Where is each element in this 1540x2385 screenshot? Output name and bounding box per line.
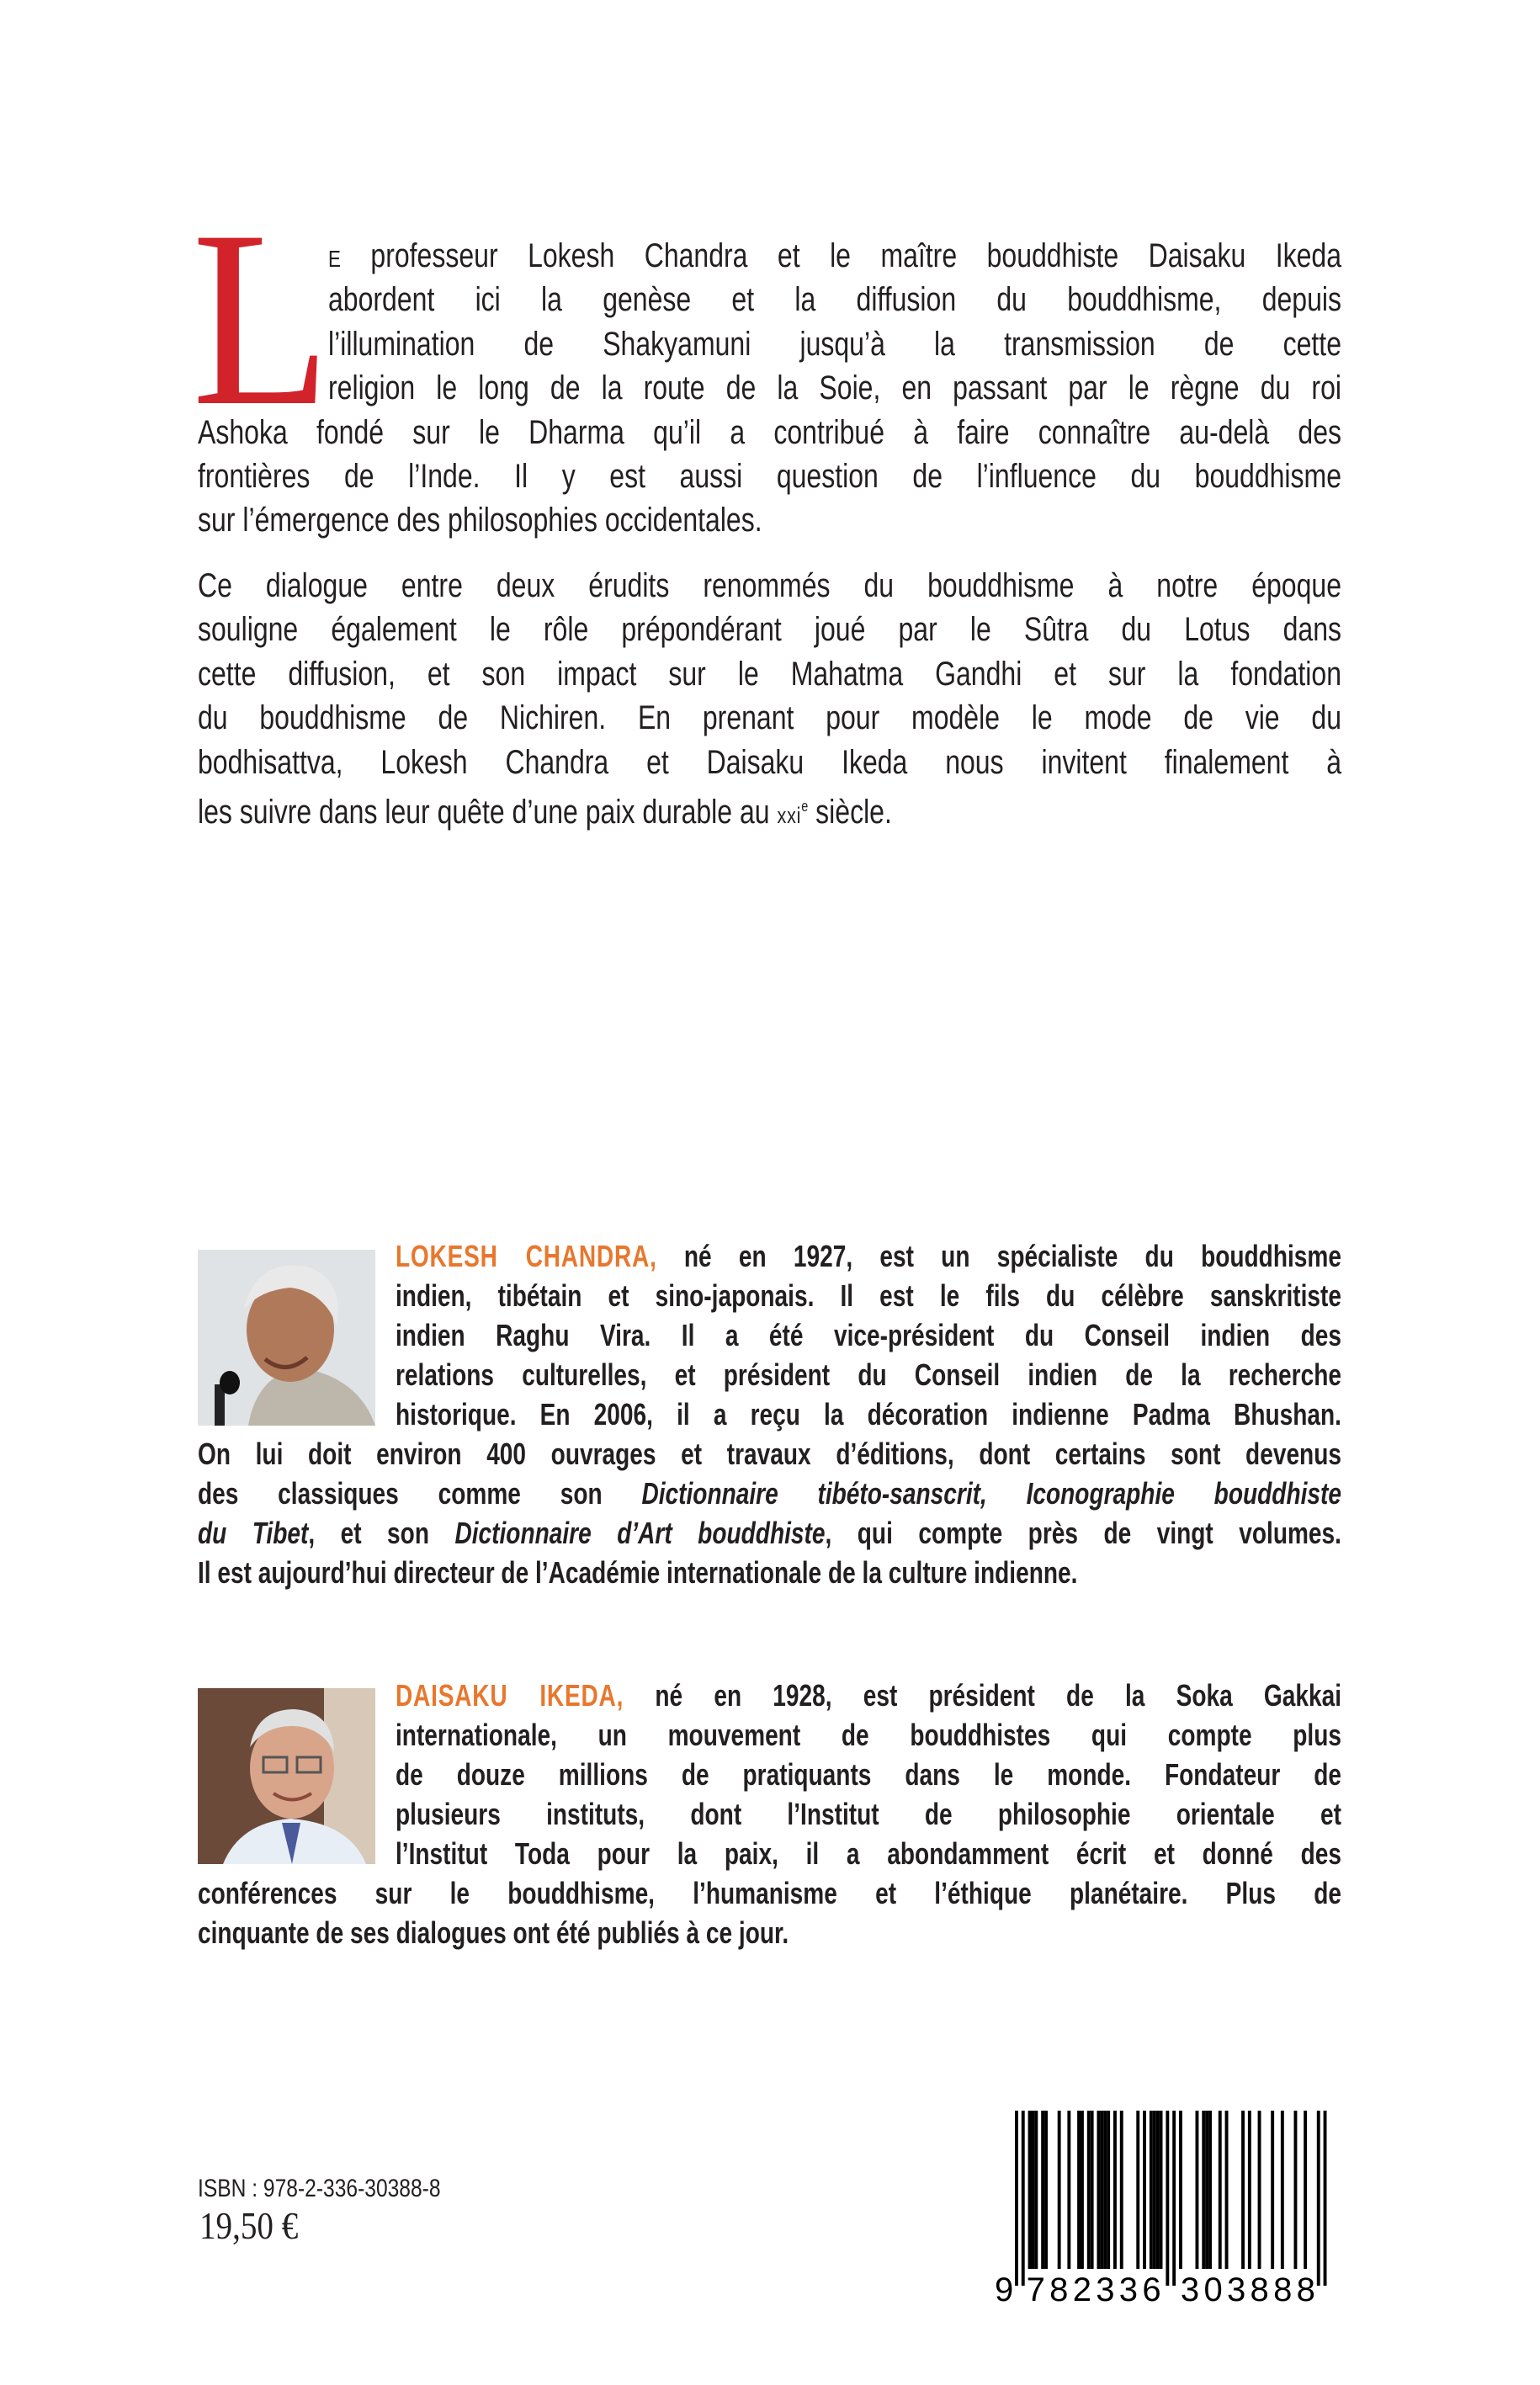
text-line [198,696,1341,740]
barcode-bar [1196,2111,1199,2269]
text-span: , et son [308,1516,455,1550]
text-line [198,1513,1341,1553]
text-span: du bouddhisme de Nichiren. En prenant pour modèle le mode de vie du [198,699,1341,737]
century-small-caps: xxi [777,802,802,828]
barcode-bar [1241,2111,1245,2269]
barcode-digits: 9 [995,2271,1014,2304]
text-line [198,1474,1341,1513]
barcode-bar [1172,2111,1176,2286]
text-span: de douze millions de pratiquants dans le monde. Fondateur de [396,1757,1341,1792]
barcode-digits: 303888 [1180,2271,1315,2304]
text-span: professeur Lokesh Chandra et le maître bouddhiste Daisaku Ikeda [340,237,1342,274]
barcode-bar [1136,2111,1139,2269]
barcode-bar [1143,2111,1146,2269]
text-span: religion le long de la route de la Soie, en passant par le règne du roi [328,369,1341,407]
barcode-bar [1202,2111,1205,2269]
text-line [198,741,1341,784]
author-photo-daisaku-ikeda [198,1688,375,1864]
barcode-bar [1091,2111,1094,2269]
text-line [396,1676,1341,1715]
barcode-bar [1324,2111,1327,2286]
text-line [198,498,1341,542]
text-span: souligne également le rôle prépondérant joué par le Sûtra du Lotus dans [198,611,1341,649]
barcode-bar [1166,2111,1169,2286]
text-span: Il est aujourd’hui directeur de l’Académie internationale de la culture indienne. [198,1555,1078,1590]
barcode-bar [1041,2111,1044,2269]
barcode-bar [1179,2111,1182,2269]
text-span: frontières de l’Inde. Il y est aussi question de l’influence du bouddhisme [198,457,1341,495]
text-line [328,234,1341,278]
text-span: internationale, un mouvement de bouddhistes qui compte plus [396,1718,1341,1752]
intro-paragraph-1 [198,234,1341,543]
text-line [198,1873,1341,1913]
barcode-bar [1120,2111,1123,2269]
text-line [198,652,1341,696]
barcode-bar [1219,2111,1222,2269]
text-line [328,366,1341,410]
text-span: historique. En 2006, il a reçu la décoration indienne Padma Bhushan. [396,1397,1341,1432]
barcode-bar [1258,2111,1261,2269]
text-line [198,411,1341,454]
barcode-bar [1107,2111,1110,2269]
barcode-bar [1153,2111,1156,2269]
text-line [328,278,1341,321]
text-span: l’Institut Toda pour la paix, il a abondamment écrit et donné des [396,1836,1341,1871]
book-title: du Tibet [198,1516,309,1550]
isbn: ISBN : 978-2-336-30388-8 [198,2175,441,2202]
text-span: , qui compte près de vingt volumes. [825,1516,1341,1550]
barcode-bar [1208,2111,1212,2269]
text-span: Ce dialogue entre deux érudits renommés du bouddhisme à notre époque [198,567,1341,604]
text-span: Ashoka fondé sur le Dharma qu’il a contribué à faire connaître au-delà des [198,413,1341,451]
text-line [396,1236,1341,1276]
text-span: siècle. [808,793,892,831]
barcode-bar [1156,2111,1160,2269]
barcode-bar [1028,2111,1032,2269]
text-line [396,1715,1341,1755]
text-span: On lui doit environ 400 ouvrages et travaux d’éditions, dont certains sont devenus [198,1437,1341,1471]
text-line [396,1834,1341,1873]
text-line [396,1755,1341,1794]
small-cap-letter: E [328,246,341,272]
text-span: abordent ici la genèse et la diffusion du bouddhisme, depuis [328,281,1341,319]
barcode [985,2111,1338,2304]
text-span: bodhisattva, Lokesh Chandra et Daisaku Ikeda nous invitent finalement à [198,743,1341,781]
barcode-bar [1113,2111,1117,2269]
barcode-bar [1097,2111,1101,2269]
text-line [396,1355,1341,1394]
text-span: cette diffusion, et son impact sur le Mahatma Gandhi et sur la fondation [198,655,1341,693]
barcode-bar [1281,2111,1284,2269]
text-span: cinquante de ses dialogues ont été publiés à ce jour. [198,1915,789,1950]
barcode-bar [1317,2111,1320,2286]
text-line [198,1913,1341,1952]
century-superscript: e [801,797,809,815]
barcode-bar [1044,2111,1048,2269]
text-span: né en 1927, est un spécialiste du bouddhisme [656,1239,1341,1273]
author-name: DAISAKU IKEDA, [396,1678,624,1713]
text-line [198,1553,1341,1592]
barcode-bar [1015,2111,1018,2286]
author-bio-daisaku-ikeda [198,1676,1341,1952]
text-span: indien Raghu Vira. Il a été vice-président du Conseil indien des [396,1318,1341,1352]
barcode-bar [1087,2111,1091,2269]
text-line [198,608,1341,651]
drop-cap: L [192,178,331,458]
text-line [396,1315,1341,1355]
barcode-digits: 782336 [1026,2271,1161,2304]
text-span: plusieurs instituts, dont l’Institut de philosophie orientale et [396,1797,1341,1831]
barcode-bar [1032,2111,1035,2269]
text-line [396,1794,1341,1834]
barcode-bar [1150,2111,1153,2269]
barcode-bar [1271,2111,1274,2269]
text-line [198,784,1341,831]
text-line [198,454,1341,498]
barcode-bar [1022,2111,1025,2286]
barcode-bar [1058,2111,1061,2269]
text-line [198,1434,1341,1474]
barcode-bar [1077,2111,1081,2269]
text-span: des classiques comme son [198,1476,642,1511]
barcode-bar [1034,2111,1038,2269]
text-span: indien, tibétain et sino-japonais. Il est le fils du célèbre sanskritiste [396,1278,1341,1313]
text-line [396,1276,1341,1315]
barcode-bar [1205,2111,1208,2269]
text-line [396,1394,1341,1434]
intro-paragraph-2 [198,564,1341,831]
barcode-bar [1103,2111,1107,2269]
price: 19,50 € [199,2204,299,2247]
barcode-bar [1248,2111,1251,2269]
text-span: conférences sur le bouddhisme, l’humanisme et l’éthique planétaire. Plus de [198,1876,1341,1910]
text-span: les suivre dans leur quête d’une paix durable au [198,793,778,831]
text-span: relations culturelles, et président du Conseil indien de la recherche [396,1357,1341,1392]
author-name: LOKESH CHANDRA, [396,1239,657,1273]
barcode-bar [1100,2111,1103,2269]
barcode-bar [1304,2111,1307,2269]
barcode-bar [1067,2111,1070,2269]
barcode-bar [1225,2111,1229,2269]
barcode-bar [1160,2111,1163,2269]
book-title: Dictionnaire d’Art bouddhiste [454,1516,826,1550]
author-bio-lokesh-chandra [198,1236,1341,1592]
text-span: l’illumination de Shakyamuni jusqu’à la transmission de cette [328,325,1341,363]
text-line [328,322,1341,366]
text-span: né en 1928, est président de la Soka Gakkai [624,1678,1341,1713]
text-line [198,564,1341,608]
barcode-bar [1081,2111,1084,2269]
book-title: Dictionnaire tibéto-sanscrit, Iconographie bouddhiste [641,1476,1341,1511]
text-span: sur l’émergence des philosophies occidentales. [198,502,762,539]
barcode-bar [1294,2111,1298,2269]
